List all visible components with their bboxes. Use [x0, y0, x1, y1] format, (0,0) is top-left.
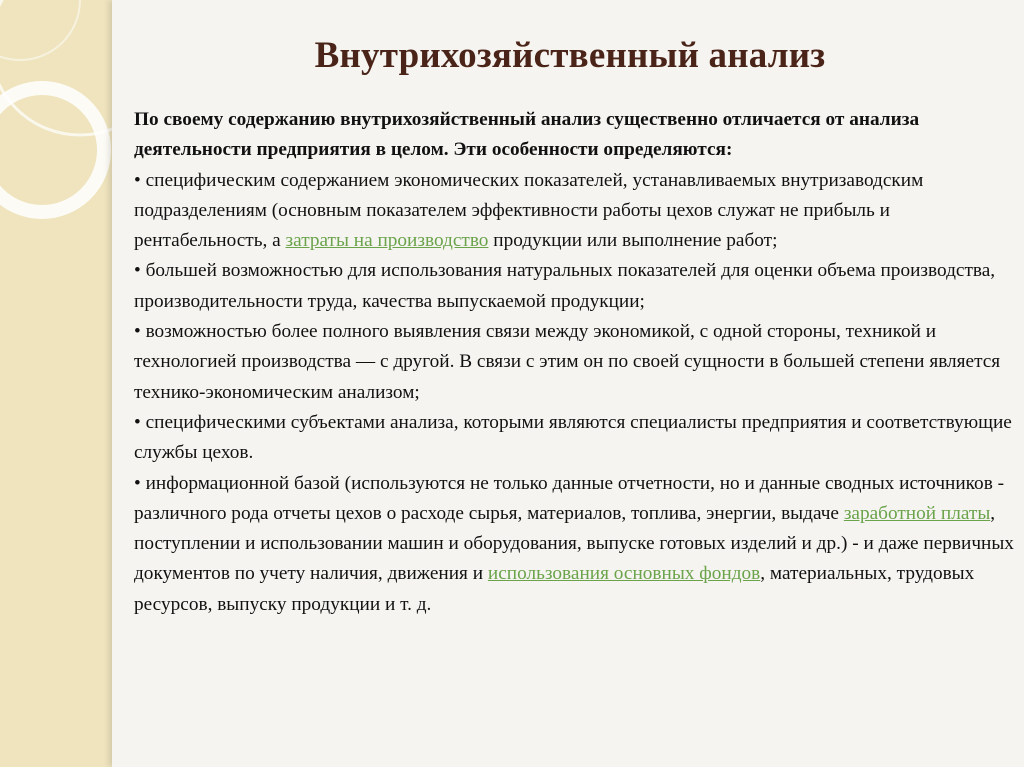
bullet-5: [134, 473, 1014, 615]
top-ring: [0, 0, 80, 60]
link-fixed-assets-usage[interactable]: использования основных фондов: [487, 563, 761, 585]
bullet-2: • большей возможностью для использования натуральных показателей для оценки объема производства, производительности труда, качества выпускаемой продукции;: [134, 260, 996, 312]
bullet-5-part-3: , материальных, трудовых ресурсов, выпуску продукции и т. д.: [134, 563, 975, 615]
link-production-costs[interactable]: затраты на производство: [285, 230, 489, 252]
bullet-4: • специфическими субъектами анализа, которыми являются специалисты предприятия и соответствующие службы цехов.: [134, 411, 1012, 464]
bullet-5-part-1: • информационной базой (используются не только данные отчетности, но и данные сводных источников - различного рода отчеты цехов о расходе сырья, материалов, топлива, энергии, выдаче: [134, 472, 1005, 524]
bullet-1: [134, 170, 923, 252]
bullet-5-part-2: , поступлении и использовании машин и оборудования, выпуске готовых изделий и др.) - и даже первичных документов по учету наличия, движения и: [134, 502, 1014, 585]
intro-paragraph: По своему содержанию внутрихозяйственный анализ существенно отличается от анализа деятельности предприятия в целом. Эти особенности определяются:: [134, 109, 920, 161]
slide-title: Внутрихозяйственный анализ: [314, 35, 826, 76]
bullet-1-text-before: • специфическим содержанием экономических показателей, устанавливаемых внутризаводским подразделениям (основным показателем эффективности работы цехов служат не прибыль и рентабельность, а: [134, 169, 924, 252]
body-text: [134, 105, 1019, 620]
bullet-1-text-after: продукции или выполнение работ;: [488, 230, 778, 252]
link-wages[interactable]: заработной платы: [843, 502, 991, 524]
bullet-3: • возможностью более полного выявления связи между экономикой, с одной стороны, техникой и технологией производства — с другой. В связи с этим он по своей сущности в большей степени является технико-экономическим анализом;: [134, 321, 1001, 403]
